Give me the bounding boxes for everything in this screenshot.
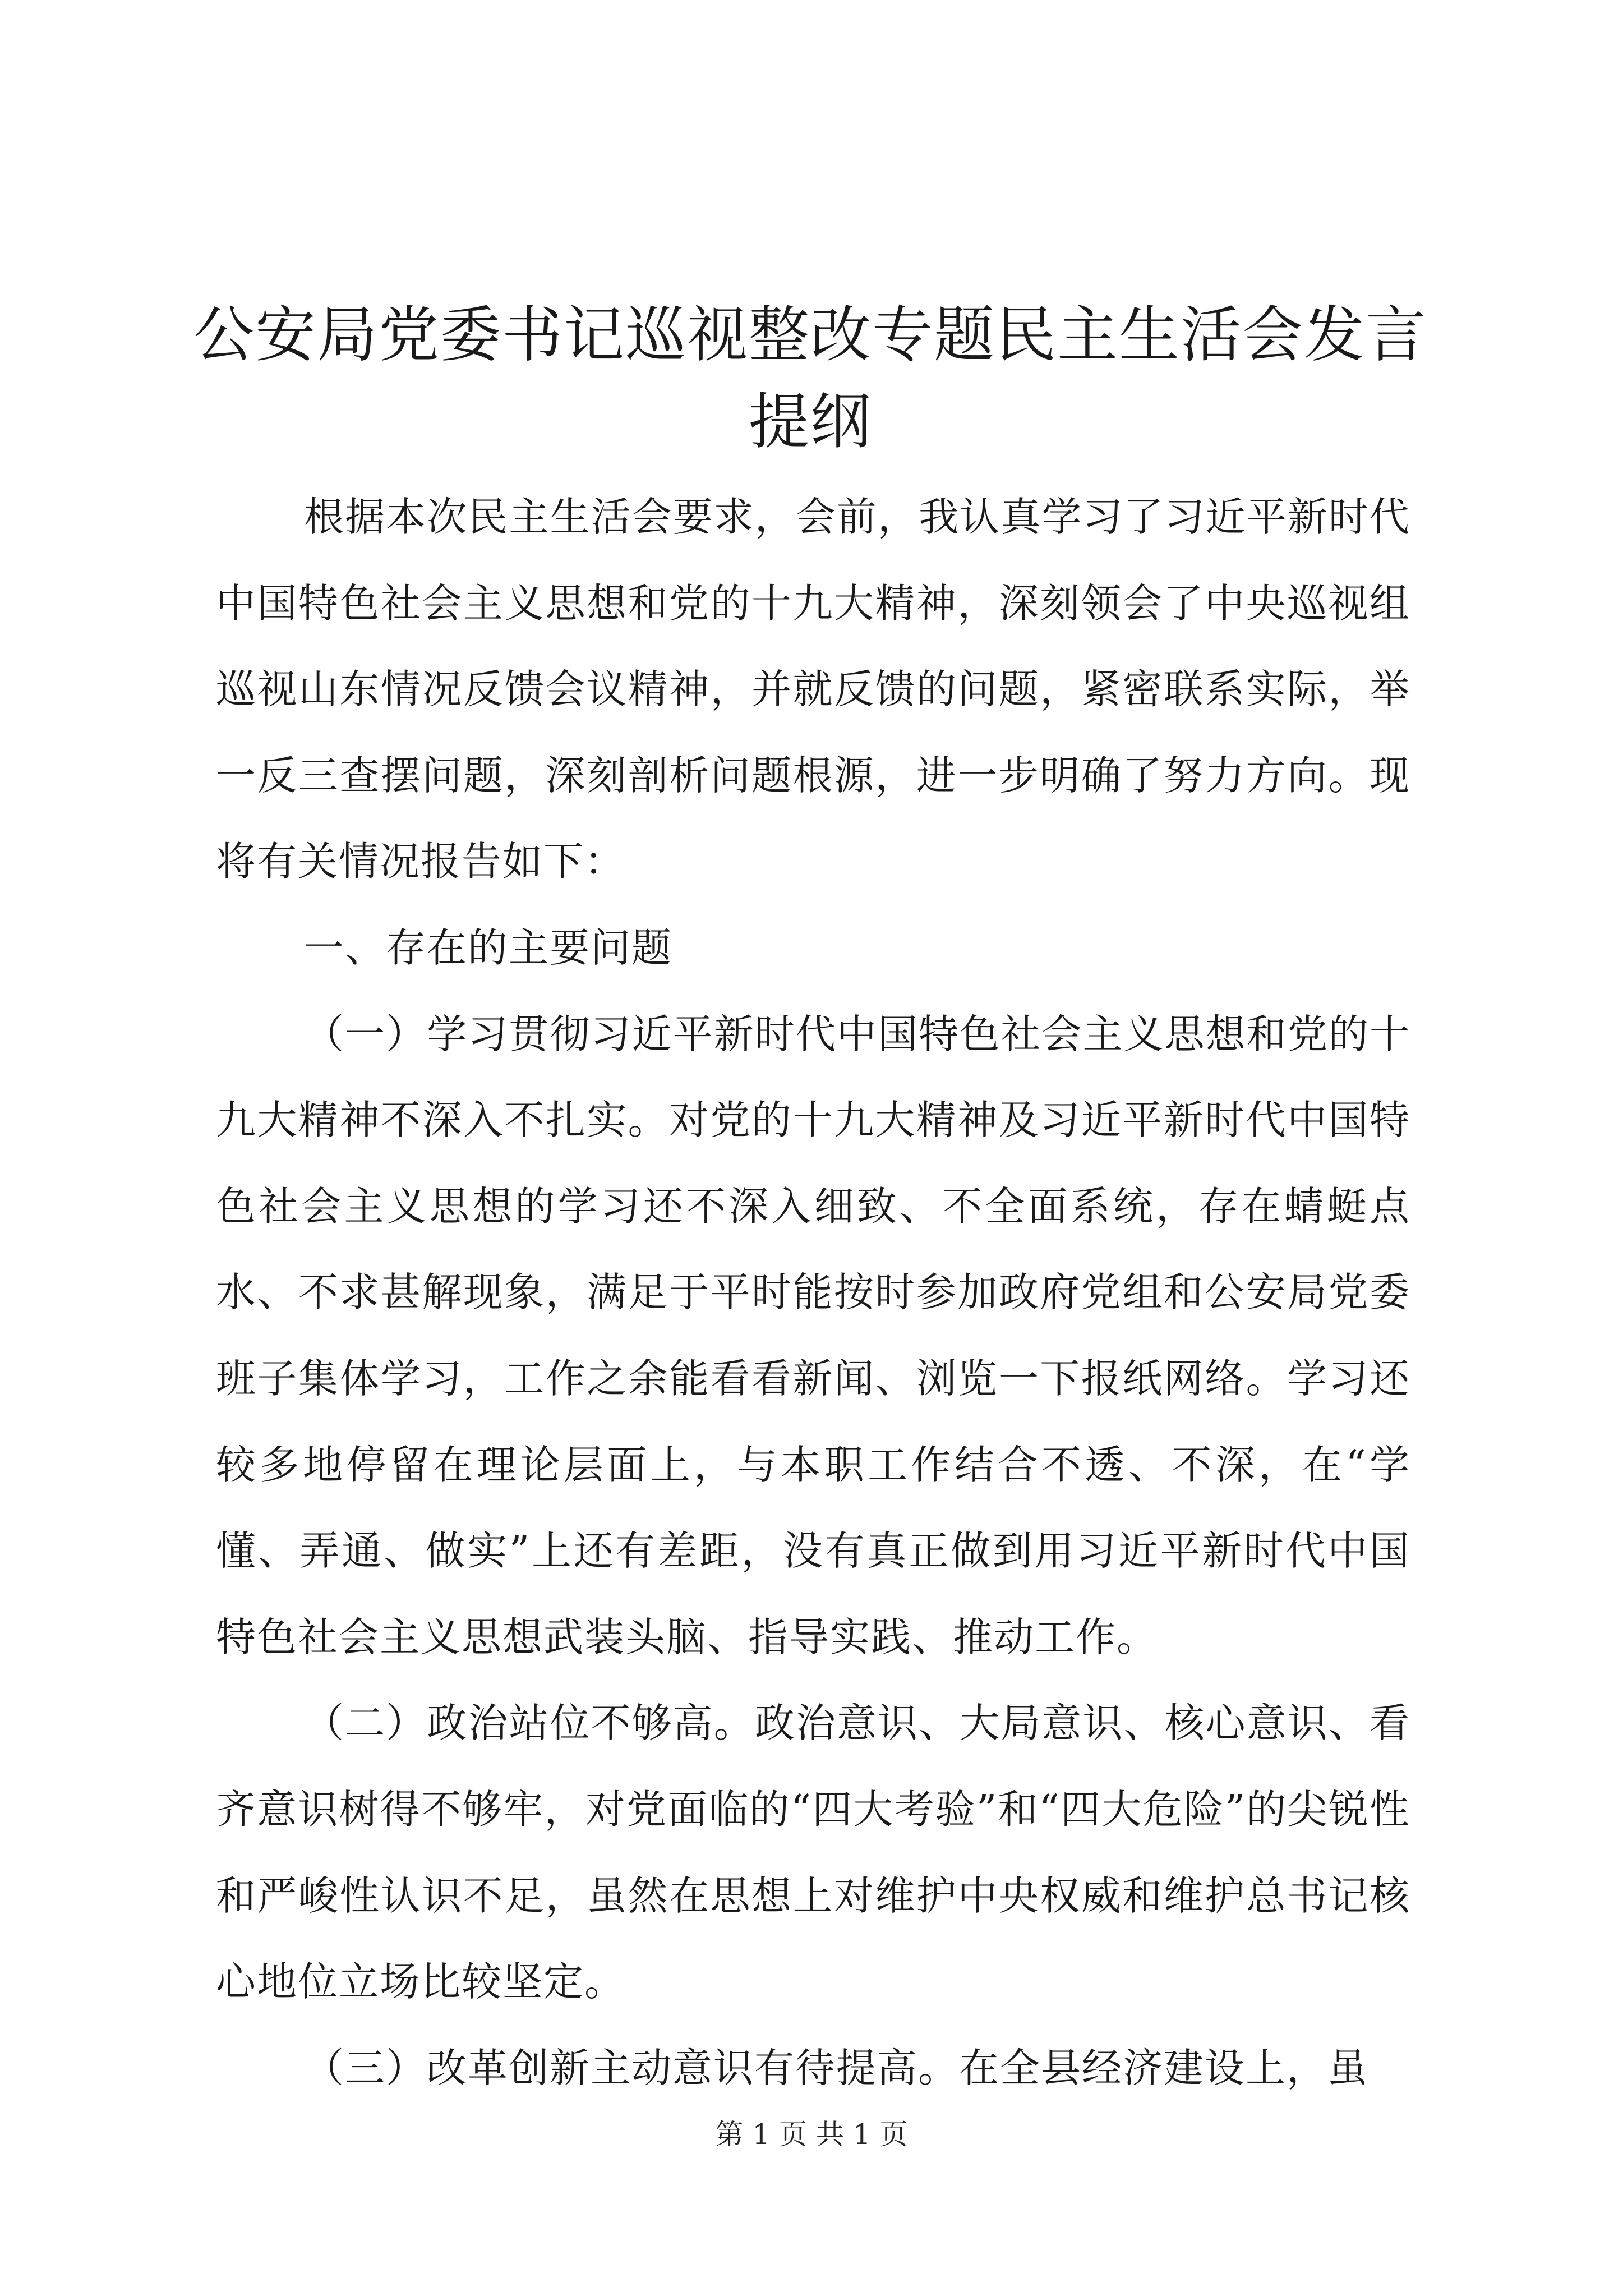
document-title: 公安局党委书记巡视整改专题民主生活会发言提纲 xyxy=(193,300,1427,457)
paragraph-intro: 根据本次民主生活会要求，会前，我认真学习了习近平新时代中国特色社会主义思想和党的十九大精神，深刻领会了中央巡视组巡视山东情况反馈会议精神，并就反馈的问题，紧密联系实际，举一反三查摆问题，深刻剖析问题根源，进一步明确了努力方向。现将有关情况报告如下： xyxy=(216,494,1410,885)
document-body xyxy=(216,474,1410,2111)
paragraph-problem-2: （二）政治站位不够高。政治意识、大局意识、核心意识、看齐意识树得不够牢，对党面临的“四大考验”和“四大危险”的尖锐性和严峻性认识不足，虽然在思想上对维护中央权威和维护总书记核心地位立场比较坚定。 xyxy=(216,1700,1410,2005)
page-number: 第 1 页 共 1 页 xyxy=(715,2118,908,2151)
paragraph-problem-1: （一）学习贯彻习近平新时代中国特色社会主义思想和党的十九大精神不深入不扎实。对党的十九大精神及习近平新时代中国特色社会主义思想的学习还不深入细致、不全面系统，存在蜻蜓点水、不求甚解现象，满足于平时能按时参加政府党组和公安局党委班子集体学习，工作之余能看看新闻、浏览一下报纸网络。学习还较多地停留在理论层面上，与本职工作结合不透、不深，在“学懂、弄通、做实”上还有差距，没有真正做到用习近平新时代中国特色社会主义思想武装头脑、指导实践、推动工作。 xyxy=(216,1010,1410,1660)
section-heading: 一、存在的主要问题 xyxy=(304,924,673,971)
paragraph-problem-3: （三）改革创新主动意识有待提高。在全县经济建设上，虽 xyxy=(304,2044,1369,2091)
